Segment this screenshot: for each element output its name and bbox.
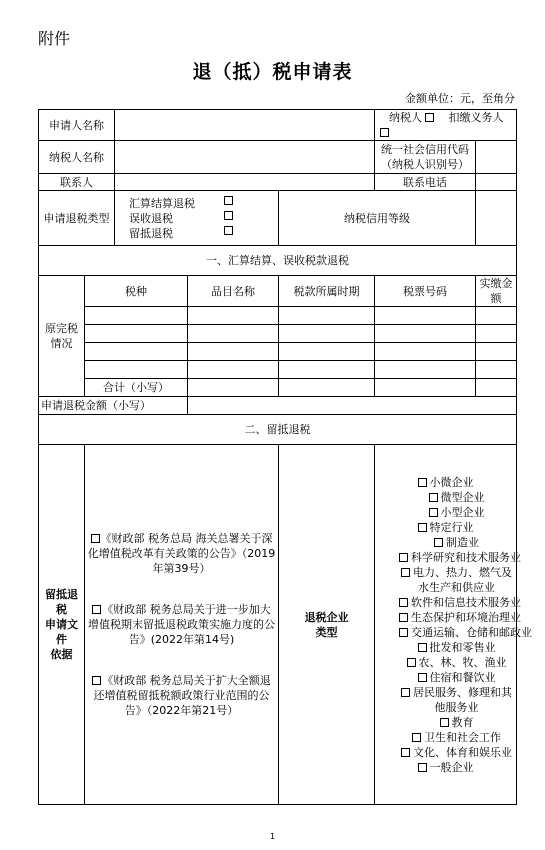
credit-code-field[interactable] xyxy=(476,141,517,174)
enterprise-software: 软件和信息技术服务业 xyxy=(411,595,522,609)
enterprise-wholesale: 批发和零售业 xyxy=(429,640,496,654)
enterprise-micro: 微型企业 xyxy=(440,490,485,504)
basis-label-line2: 申请文件 xyxy=(45,618,78,646)
column-header-tax-period: 税款所属时期 xyxy=(279,276,375,307)
original-tax-label-line1: 原完税 xyxy=(45,322,78,335)
table-row xyxy=(39,307,517,325)
list-item xyxy=(377,730,514,745)
refund-type-options xyxy=(115,191,279,246)
original-tax-label xyxy=(39,276,85,397)
basis-label-line1: 留抵退税 xyxy=(45,588,78,616)
contact-phone-field[interactable] xyxy=(476,174,517,191)
applicant-role-options xyxy=(375,110,517,141)
policy-14-checkbox[interactable] xyxy=(92,605,101,614)
table-cell[interactable] xyxy=(188,343,279,361)
contact-person-label: 联系人 xyxy=(39,174,115,191)
taxpayer-name-field[interactable] xyxy=(115,141,375,174)
policy-item xyxy=(87,531,276,576)
total-row xyxy=(39,379,517,397)
enterprise-utilities: 电力、热力、燃气及水生产和供应业 xyxy=(413,565,513,594)
enterprise-manufacturing: 制造业 xyxy=(446,535,480,549)
list-item xyxy=(377,655,514,670)
policy-list xyxy=(85,445,279,805)
checkbox[interactable] xyxy=(440,718,449,727)
column-header-item-name: 品目名称 xyxy=(188,276,279,307)
unit-note: 金额单位：元，至角分 xyxy=(405,92,515,105)
checkbox[interactable] xyxy=(399,628,408,637)
enterprise-ecology: 生态保护和环境治理业 xyxy=(411,610,522,624)
enterprise-type-label xyxy=(279,445,375,805)
checkbox[interactable] xyxy=(407,658,416,667)
credit-code-label xyxy=(375,141,476,174)
form-title: 退（抵）税申请表 xyxy=(192,61,353,83)
taxpayer-name-label: 纳税人名称 xyxy=(39,141,115,174)
checkbox[interactable] xyxy=(412,733,421,742)
table-cell[interactable] xyxy=(188,361,279,379)
checkbox[interactable] xyxy=(434,538,443,547)
enterprise-general: 一般企业 xyxy=(429,760,474,774)
enterprise-type-label-line2: 类型 xyxy=(315,625,338,639)
attachment-label: 附件 xyxy=(38,29,71,48)
original-tax-label-line2: 情况 xyxy=(50,337,73,350)
enterprise-small-micro: 小微企业 xyxy=(429,475,474,489)
policy-39-checkbox[interactable] xyxy=(91,534,100,543)
refund-amount-label: 申请退税金额（小写） xyxy=(39,397,188,415)
column-header-tax-type: 税种 xyxy=(85,276,188,307)
column-header-paid-amount: 实缴金额 xyxy=(476,276,517,307)
list-item xyxy=(377,610,522,625)
list-item xyxy=(377,595,522,610)
enterprise-specific: 特定行业 xyxy=(429,520,474,534)
policy-14-text: 《财政部 税务总局关于进一步加大增值税期末留抵退税政策实施力度的公告》(2022年第14号) xyxy=(88,603,275,646)
list-item xyxy=(377,550,522,565)
credit-code-label-line1: 统一社会信用代码 xyxy=(381,143,470,156)
credit-code-label-line2: （纳税人识别号） xyxy=(381,158,470,171)
checkbox[interactable] xyxy=(401,688,410,697)
policy-item xyxy=(87,673,276,718)
total-label: 合计（小写） xyxy=(85,379,188,397)
list-item xyxy=(377,745,514,760)
taxpayer-option-label: 纳税人 xyxy=(389,111,423,124)
table-cell[interactable] xyxy=(476,307,517,325)
refund-type-label: 申请退税类型 xyxy=(39,191,115,246)
checkbox[interactable] xyxy=(418,643,427,652)
credit-grade-label: 纳税信用等级 xyxy=(279,191,476,246)
list-item xyxy=(377,670,514,685)
page-number: 1 xyxy=(269,832,276,841)
checkbox[interactable] xyxy=(399,613,408,622)
enterprise-resident-services: 居民服务、修理和其他服务业 xyxy=(413,685,513,714)
credit-grade-field[interactable] xyxy=(476,191,517,246)
column-header-ticket-number: 税票号码 xyxy=(375,276,476,307)
table-cell[interactable] xyxy=(375,325,476,343)
checkbox[interactable] xyxy=(399,598,408,607)
checkbox[interactable] xyxy=(401,568,410,577)
contact-phone-label: 联系电话 xyxy=(375,174,476,191)
table-cell[interactable] xyxy=(85,361,188,379)
withholding-agent-option-label: 扣缴义务人 xyxy=(448,111,504,124)
list-item xyxy=(377,505,514,520)
policy-21-checkbox[interactable] xyxy=(92,676,101,685)
list-item xyxy=(377,685,514,715)
checkbox[interactable] xyxy=(401,748,410,757)
list-item xyxy=(377,520,514,535)
refund-type-settlement-checkbox[interactable] xyxy=(224,196,233,205)
table-cell[interactable] xyxy=(375,361,476,379)
applicant-name-field[interactable] xyxy=(115,110,375,141)
checkbox[interactable] xyxy=(429,508,438,517)
table-cell[interactable] xyxy=(188,325,279,343)
table-cell[interactable] xyxy=(476,325,517,343)
list-item xyxy=(377,760,514,775)
table-cell[interactable] xyxy=(188,307,279,325)
list-item xyxy=(377,535,514,550)
enterprise-agriculture: 农、林、牧、渔业 xyxy=(418,655,507,669)
table-row xyxy=(39,325,517,343)
refund-type-retained-checkbox[interactable] xyxy=(224,226,233,235)
table-cell[interactable] xyxy=(85,343,188,361)
table-cell[interactable] xyxy=(279,379,375,397)
enterprise-health: 卫生和社会工作 xyxy=(424,730,502,744)
refund-type-mistaken-checkbox[interactable] xyxy=(224,211,233,220)
checkbox[interactable] xyxy=(418,478,427,487)
checkbox[interactable] xyxy=(418,673,427,682)
enterprise-hospitality: 住宿和餐饮业 xyxy=(429,670,496,684)
enterprise-type-label-line1: 退税企业 xyxy=(304,610,349,624)
section2-heading: 二、留抵退税 xyxy=(39,415,517,445)
table-cell[interactable] xyxy=(476,361,517,379)
enterprise-small: 小型企业 xyxy=(440,505,485,519)
refund-type-mistaken: 误收退税 xyxy=(129,211,173,225)
table-cell[interactable] xyxy=(375,379,476,397)
policy-item xyxy=(87,602,276,647)
table-cell[interactable] xyxy=(188,379,279,397)
table-cell[interactable] xyxy=(279,343,375,361)
enterprise-culture: 文化、体育和娱乐业 xyxy=(413,745,513,759)
enterprise-education: 教育 xyxy=(451,715,474,729)
checkbox[interactable] xyxy=(429,493,438,502)
refund-amount-field[interactable] xyxy=(188,397,517,415)
enterprise-type-list xyxy=(375,445,533,805)
contact-person-field[interactable] xyxy=(115,174,375,191)
refund-type-settlement: 汇算结算退税 xyxy=(129,196,195,210)
list-item xyxy=(377,565,514,595)
table-row xyxy=(39,343,517,361)
checkbox[interactable] xyxy=(399,553,408,562)
table-cell[interactable] xyxy=(476,379,517,397)
list-item xyxy=(377,640,514,655)
checkbox[interactable] xyxy=(418,763,427,772)
table-cell[interactable] xyxy=(375,307,476,325)
table-row xyxy=(39,361,517,379)
table-cell[interactable] xyxy=(476,343,517,361)
basis-label xyxy=(39,445,85,805)
applicant-name-label: 申请人名称 xyxy=(39,110,115,141)
checkbox[interactable] xyxy=(418,523,427,532)
list-item xyxy=(377,490,514,505)
table-cell[interactable] xyxy=(375,343,476,361)
table-cell[interactable] xyxy=(85,325,188,343)
policy-39-text: 《财政部 税务总局 海关总署关于深化增值税改革有关政策的公告》（2019年第39号） xyxy=(87,532,276,575)
enterprise-transport: 交通运输、仓储和邮政业 xyxy=(411,625,533,639)
table-cell[interactable] xyxy=(279,325,375,343)
enterprise-science: 科学研究和技术服务业 xyxy=(411,550,522,564)
policy-21-text: 《财政部 税务总局关于扩大全额退还增值税留抵税额政策行业范围的公告》（2022年第21号） xyxy=(93,674,271,717)
refund-type-retained: 留抵退税 xyxy=(129,226,173,240)
basis-label-line3: 依据 xyxy=(50,648,73,661)
section1-heading: 一、汇算结算、误收税款退税 xyxy=(39,246,517,276)
table-cell[interactable] xyxy=(279,361,375,379)
refund-application-form xyxy=(38,109,533,805)
list-item xyxy=(377,715,514,730)
table-cell[interactable] xyxy=(279,307,375,325)
taxpayer-checkbox[interactable] xyxy=(425,113,434,122)
table-cell[interactable] xyxy=(85,307,188,325)
list-item xyxy=(377,625,533,640)
withholding-agent-checkbox[interactable] xyxy=(380,128,389,137)
list-item xyxy=(377,475,514,490)
